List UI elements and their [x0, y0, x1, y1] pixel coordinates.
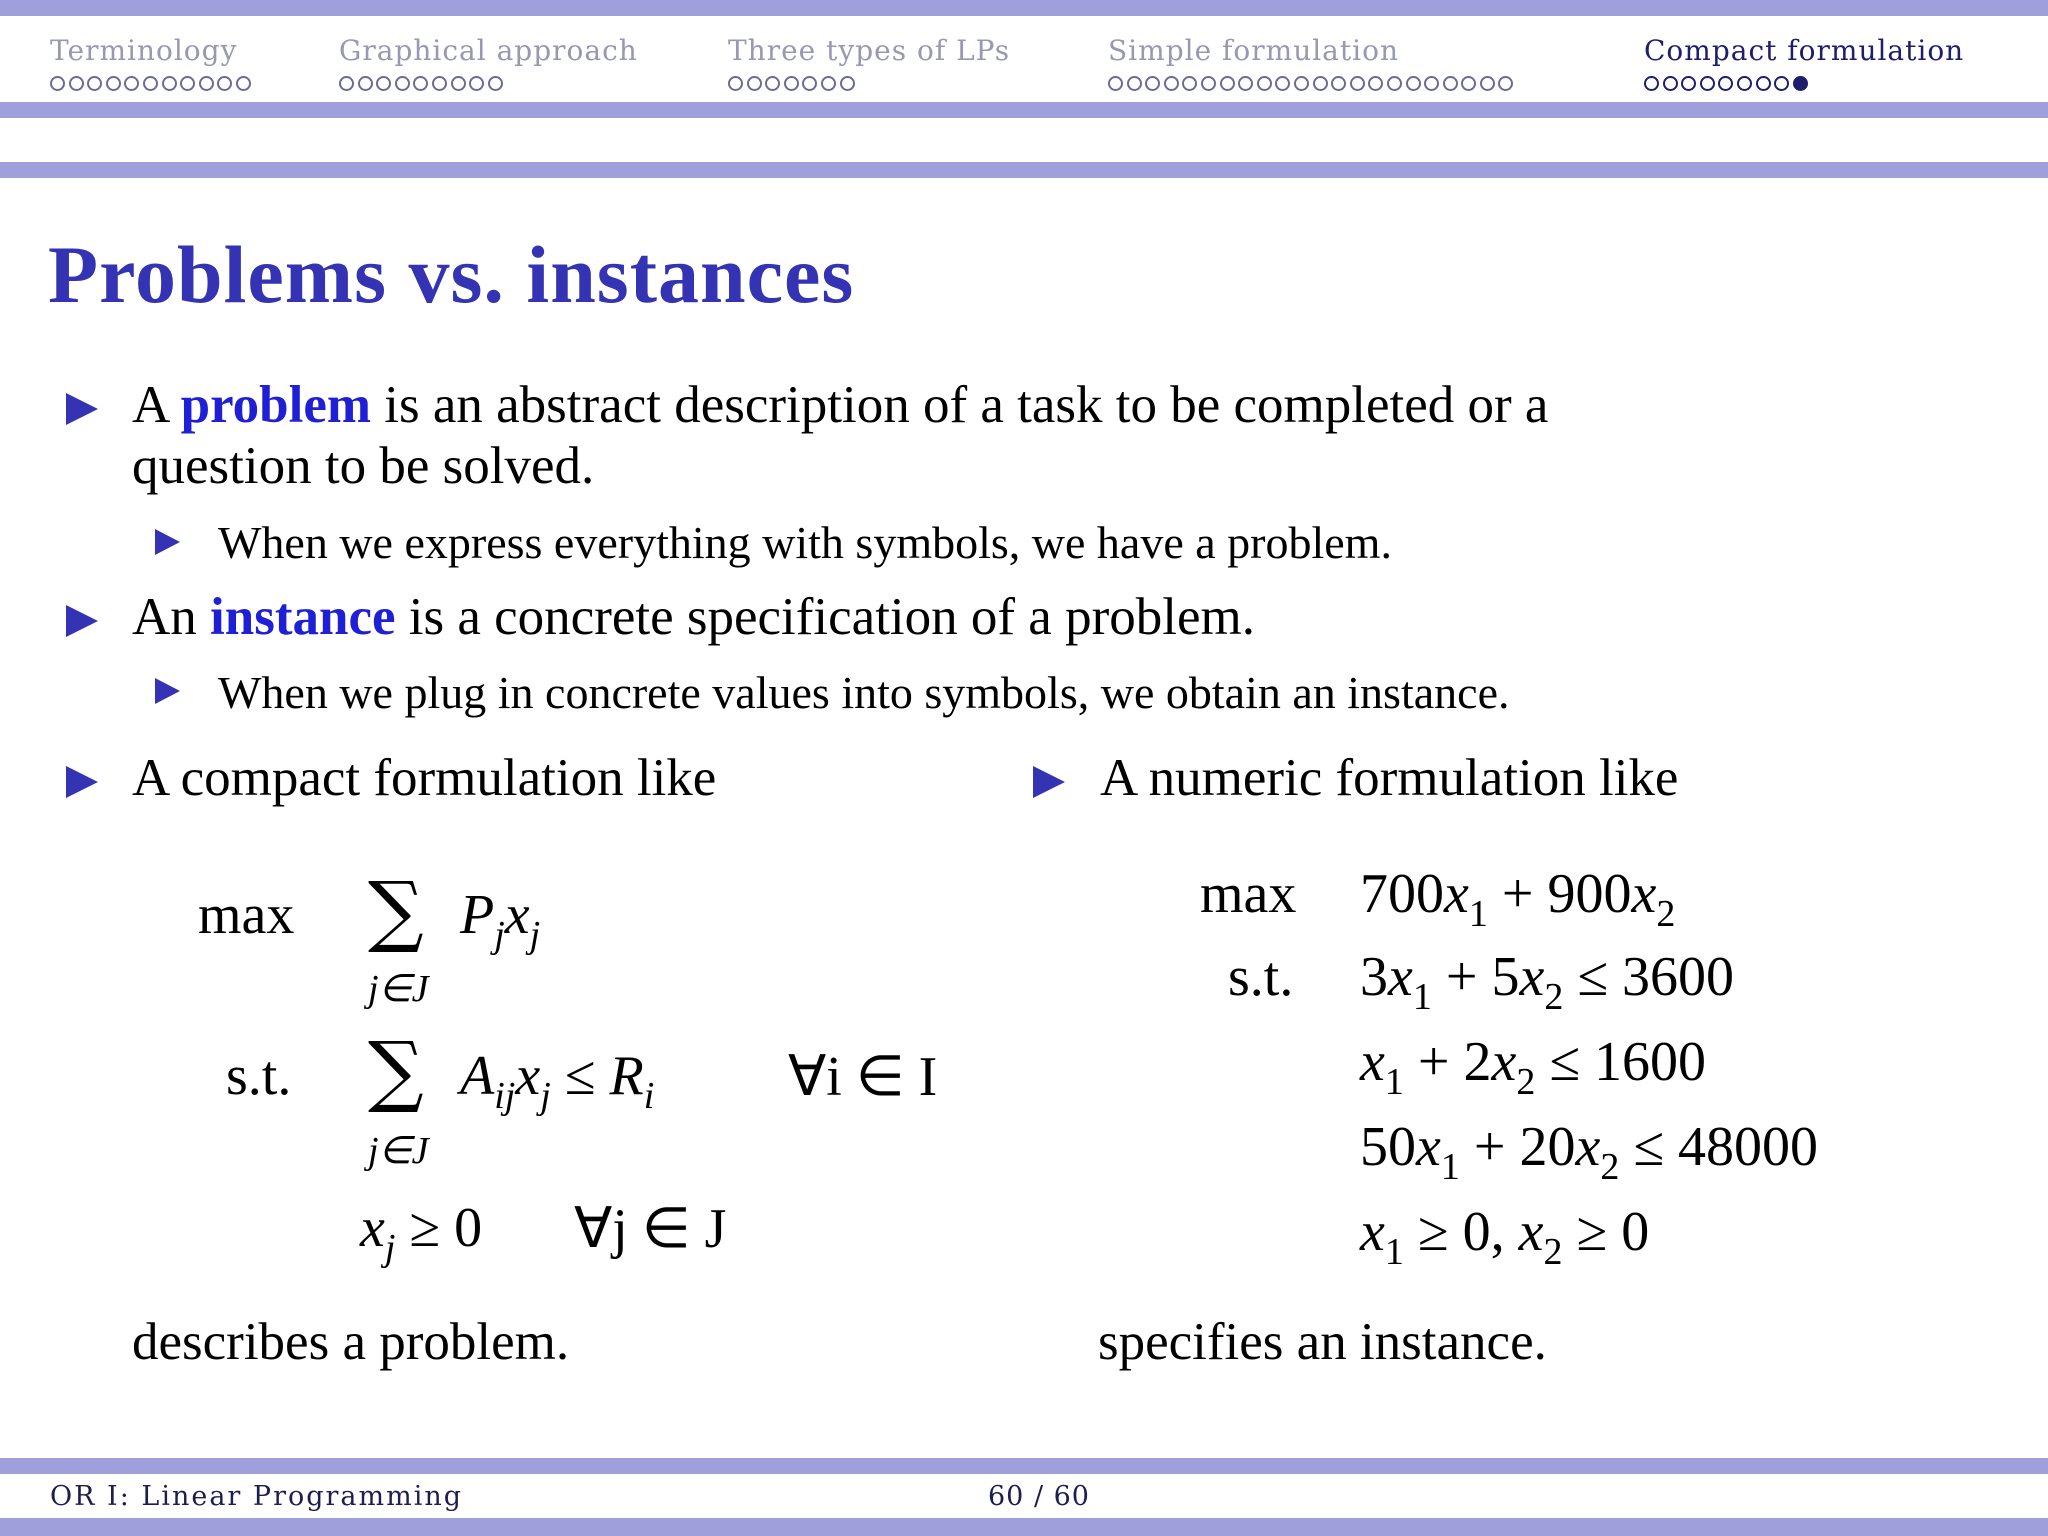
nav-dot[interactable] [1480, 76, 1495, 91]
coef: 5 [1491, 946, 1520, 1008]
nav-dot[interactable] [1718, 76, 1733, 91]
bullet-icon [1033, 766, 1065, 798]
nav-dot[interactable] [784, 76, 799, 91]
sum-symbol: ∑ [368, 1026, 424, 1116]
nav-dot[interactable] [1387, 76, 1402, 91]
nav-dot[interactable] [1793, 76, 1808, 91]
nav-dot[interactable] [236, 76, 251, 91]
subscript: 1 [1468, 893, 1488, 935]
bullet-icon [66, 393, 98, 425]
bullet-problem-line2: question to be solved. [132, 437, 595, 495]
nav-dot[interactable] [1681, 76, 1696, 91]
operator: + [1501, 863, 1534, 925]
max-label: max [198, 884, 295, 946]
keyword-instance: instance [210, 588, 396, 646]
nav-dot[interactable] [840, 76, 855, 91]
nav-dot[interactable] [180, 76, 195, 91]
subscript: 1 [1384, 1231, 1404, 1273]
nav-dot[interactable] [1257, 76, 1272, 91]
nav-dot[interactable] [1368, 76, 1383, 91]
nav-section-three-types[interactable] [728, 34, 1010, 93]
nav-dot[interactable] [802, 76, 817, 91]
nav-dot[interactable] [217, 76, 232, 91]
nav-dot[interactable] [432, 76, 447, 91]
nav-dot[interactable] [1700, 76, 1715, 91]
nav-dot[interactable] [1350, 76, 1365, 91]
sub-bullet-symbols: When we express everything with symbols, we have a problem. [218, 517, 1392, 568]
nav-dot[interactable] [1313, 76, 1328, 91]
sum-index: j∈J [368, 1130, 429, 1172]
nav-dot[interactable] [143, 76, 158, 91]
nav-dots [728, 73, 1010, 93]
nav-dot[interactable] [1275, 76, 1290, 91]
constraint-term [460, 1044, 654, 1118]
constraint-coef: A [460, 1045, 495, 1107]
objective-expression [1360, 862, 1675, 936]
nav-dot[interactable] [821, 76, 836, 91]
nav-dot[interactable] [1220, 76, 1235, 91]
nav-dot[interactable] [395, 76, 410, 91]
footer-bar-bottom [0, 1518, 2048, 1536]
nav-dot[interactable] [1164, 76, 1179, 91]
nav-dot[interactable] [488, 76, 503, 91]
nav-section-terminology[interactable] [50, 34, 251, 93]
sub-bullet-values: When we plug in concrete values into symbols, we obtain an instance. [218, 667, 1510, 718]
sum-index: j∈J [368, 968, 429, 1010]
nav-bottom-bar [0, 102, 2048, 118]
st-label: s.t. [1228, 946, 1294, 1008]
nav-label[interactable]: Three types of LPs [728, 34, 1011, 67]
max-label: max [1200, 863, 1297, 925]
nav-dot[interactable] [87, 76, 102, 91]
coef: 50 [1360, 1116, 1416, 1178]
nonneg-term [360, 1196, 482, 1270]
relation: ≥ 0 [1576, 1201, 1650, 1263]
nonneg-row [1360, 1200, 1649, 1274]
nav-label[interactable]: Terminology [50, 34, 238, 67]
nav-dot[interactable] [1424, 76, 1439, 91]
rhs: 3600 [1622, 946, 1735, 1008]
nav-section-simple-formulation[interactable] [1108, 34, 1513, 93]
keyword-problem: problem [180, 376, 372, 434]
nav-dot[interactable] [106, 76, 121, 91]
nav-dot[interactable] [1201, 76, 1216, 91]
constraint-row: $50x_1 + 20x_2 \le 48000$ [1360, 1116, 1819, 1188]
relation: ≥ 0, [1417, 1201, 1505, 1263]
bullet-text: A [132, 376, 181, 434]
constraint-forall: ∀i ∈ I [788, 1046, 938, 1108]
bullet-problem [132, 375, 1548, 435]
numeric-intro: A numeric formulation like [1100, 749, 1679, 807]
coef: 700 [1360, 863, 1444, 925]
nav-dots [1644, 73, 1964, 93]
nav-section-graphical-approach[interactable] [339, 34, 638, 93]
nav-dot[interactable] [1182, 76, 1197, 91]
coef: 2 [1463, 1031, 1492, 1093]
subscript: 2 [1656, 893, 1676, 935]
nav-dot[interactable] [376, 76, 391, 91]
objective-coef: P [460, 884, 495, 946]
nav-dot[interactable] [1127, 76, 1142, 91]
var: x [1518, 1201, 1544, 1263]
nav-dot[interactable] [1331, 76, 1346, 91]
subscript: ij [494, 1075, 516, 1117]
nav-dot[interactable] [1498, 76, 1513, 91]
nav-dots [339, 73, 638, 93]
top-bar [0, 0, 2048, 16]
nav-dot[interactable] [1663, 76, 1678, 91]
st-label: s.t. [226, 1045, 292, 1107]
var: x [1631, 863, 1657, 925]
nav-dot[interactable] [1443, 76, 1458, 91]
sum-symbol: ∑ [368, 866, 424, 956]
nav-dot[interactable] [1406, 76, 1421, 91]
relation: ≤ [564, 1045, 596, 1107]
nav-dot[interactable] [50, 76, 65, 91]
bullet-text: is a concrete specification of a problem. [395, 588, 1255, 646]
nav-dot[interactable] [1238, 76, 1253, 91]
bullet-icon [66, 605, 98, 637]
nav-dot[interactable] [358, 76, 373, 91]
nav-dot[interactable] [69, 76, 84, 91]
header-bar [0, 162, 2048, 178]
footer-page-number: 60 / 60 [988, 1481, 1090, 1512]
nav-dot[interactable] [765, 76, 780, 91]
relation: ≥ 0 [409, 1197, 483, 1259]
nav-dot[interactable] [1737, 76, 1752, 91]
bullet-instance [132, 587, 1255, 647]
nav-dot[interactable] [199, 76, 214, 91]
rhs: 48000 [1678, 1116, 1819, 1178]
constraint-row: $x_1 + 2x_2 \le 1600$ [1360, 1031, 1707, 1103]
nav-dot[interactable] [124, 76, 139, 91]
nav-dot[interactable] [1145, 76, 1160, 91]
nav-label[interactable]: Simple formulation [1108, 34, 1399, 67]
nav-dot[interactable] [469, 76, 484, 91]
subscript: j [529, 914, 541, 956]
compact-outro: describes a problem. [132, 1313, 570, 1371]
nonneg-forall: ∀j ∈ J [574, 1198, 727, 1260]
rhs: 1600 [1594, 1031, 1707, 1093]
nav-dot[interactable] [451, 76, 466, 91]
slide-title: Problems vs. instances [48, 229, 855, 320]
nav-label[interactable]: Graphical approach [339, 34, 638, 67]
subscript: j [540, 1075, 551, 1117]
nav-section-compact-formulation[interactable] [1644, 34, 1964, 93]
var: x [1444, 863, 1469, 925]
var: x [1360, 1201, 1385, 1263]
nav-dots [1108, 73, 1513, 93]
bullet-text: is an abstract description of a task to be completed or a [371, 376, 1549, 434]
nav-dot[interactable] [1644, 76, 1659, 91]
nav-dot[interactable] [1774, 76, 1789, 91]
nav-dot[interactable] [413, 76, 428, 91]
constraint-rhs: R [609, 1045, 644, 1107]
nav-dot[interactable] [1294, 76, 1309, 91]
nav-dot[interactable] [1461, 76, 1476, 91]
nav-dot[interactable] [1108, 76, 1123, 91]
constraint-var: x [515, 1045, 541, 1107]
numeric-outro: specifies an instance. [1098, 1313, 1547, 1371]
coef: 20 [1519, 1116, 1576, 1178]
subscript: j [494, 914, 505, 956]
nav-label[interactable]: Compact formulation [1644, 34, 1965, 67]
nonneg-var: x [360, 1197, 385, 1259]
subscript: j [384, 1227, 396, 1269]
coef: 900 [1547, 863, 1632, 925]
nav-dots [50, 73, 251, 93]
footer-bar-top [0, 1458, 2048, 1474]
coef: 3 [1360, 946, 1388, 1008]
objective-var: x [504, 884, 530, 946]
subscript: 2 [1543, 1231, 1563, 1273]
bullet-icon [66, 766, 98, 798]
nav-dot[interactable] [162, 76, 177, 91]
sub-bullet-icon [155, 678, 180, 704]
nav-dot[interactable] [1756, 76, 1771, 91]
constraint-row: $3x_1 + 5x_2 \le 3600$ [1360, 946, 1735, 1018]
footer-course-title: OR I: Linear Programming [50, 1481, 464, 1512]
section-navigation [0, 16, 2048, 102]
compact-intro: A compact formulation like [132, 749, 717, 807]
nav-dot[interactable] [747, 76, 762, 91]
subscript: i [643, 1075, 655, 1117]
sub-bullet-icon [155, 529, 180, 555]
objective-term [460, 883, 540, 957]
nav-dot[interactable] [339, 76, 354, 91]
bullet-text: An [132, 588, 211, 646]
nav-dot[interactable] [728, 76, 743, 91]
